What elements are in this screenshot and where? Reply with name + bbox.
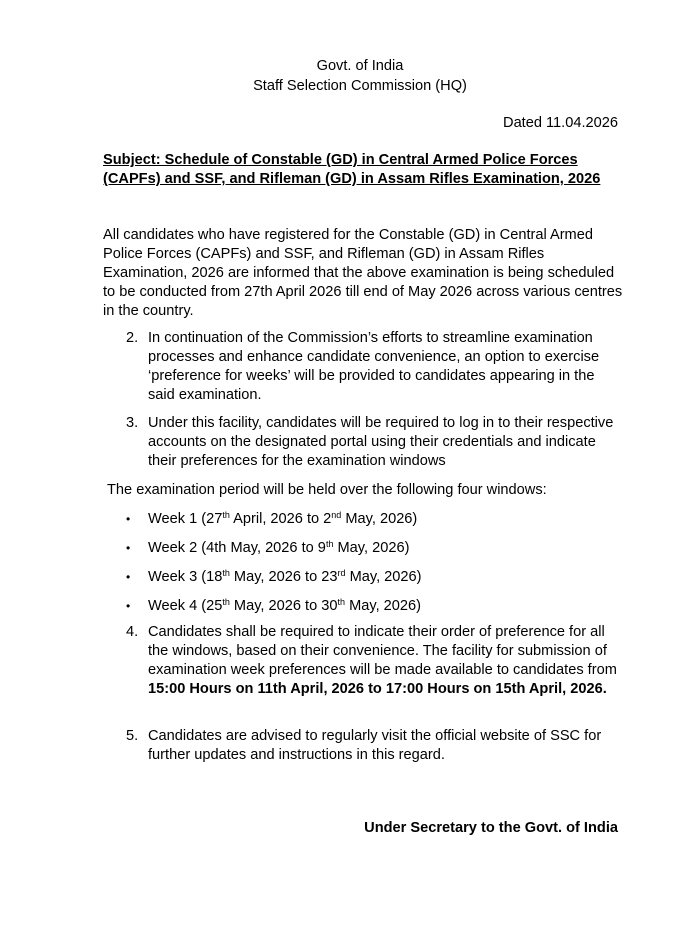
subject-line-2: (CAPFs) and SSF, and Rifleman (GD) in Assam Rifles Examination, 2026 [103,171,601,187]
ordinal-suffix: th [222,597,230,607]
ordinal-suffix: th [325,539,334,549]
item-number: 2. [126,330,139,346]
header-commission-name: Staff Selection Commission (HQ) [253,78,467,94]
week-text: May, 2026 to 30 [229,598,338,614]
item-text-regular: Candidates shall be required to indicate their order of preference for all the windows, based on their convenience. The facility for submission of examination week preferences will be made available to candidates from [148,624,617,678]
week-text: May, 2026) [345,598,422,614]
bullet-icon: • [126,541,131,555]
bullet-icon: • [126,599,131,613]
ordinal-suffix: nd [331,510,342,520]
week-text: Week 1 (27 [148,511,223,527]
bullet-icon: • [126,512,131,526]
subject-heading [103,151,623,189]
numbered-item-3 [126,414,621,471]
ordinal-suffix: th [337,597,346,607]
item-text: In continuation of the Commission’s efforts to streamline examination processes and enhance candidate convenience, an option to exercise ‘preference for weeks’ will be provided to candidates appearing in the said examination. [148,330,600,403]
ordinal-suffix: th [222,510,230,520]
bullet-icon: • [126,570,131,584]
header-govt-of-india: Govt. of India [316,58,404,74]
week-windows-list [124,510,422,626]
intro-paragraph: All candidates who have registered for the Constable (GD) in Central Armed Police Forces (CAPFs) and SSF, and Rifleman (GD) in Assam Rifles Examination, 2026 are informed that the above examination is being scheduled to be conducted from 27th April 2026 till end of May 2026 across various centres in the country. [103,227,623,319]
list-item-week-1 [124,510,422,539]
item-text: Candidates are advised to regularly visit the official website of SSC for further updates and instructions in this regard. [148,728,602,763]
week-text: May, 2026) [333,540,410,556]
week-text: Week 2 (4th May, 2026 to 9 [148,540,326,556]
ordinal-suffix: th [222,568,230,578]
week-text: May, 2026 to 23 [229,569,338,585]
week-text: May, 2026) [345,569,422,585]
week-text: Week 3 (18 [148,569,223,585]
signature-line: Under Secretary to the Govt. of India [364,820,618,836]
windows-intro: The examination period will be held over the following four windows: [107,482,547,498]
item-text: Under this facility, candidates will be required to log in to their respective accounts on the designated portal using their credentials and indicate their preferences for the examination windows [148,415,614,469]
item-text-bold-deadline: 15:00 Hours on 11th April, 2026 to 17:00 Hours on 15th April, 2026. [148,681,607,697]
numbered-item-4 [126,623,621,699]
week-text: Week 4 (25 [148,598,223,614]
week-text: May, 2026) [341,511,418,527]
list-item-week-3 [124,568,422,597]
date-line: Dated 11.04.2026 [503,115,618,131]
numbered-item-2 [126,329,621,405]
item-number: 5. [126,728,139,744]
list-item-week-4 [124,597,422,626]
numbered-item-5 [126,727,621,765]
week-text: April, 2026 to 2 [229,511,332,527]
item-text [148,623,621,699]
item-number: 3. [126,415,139,431]
ordinal-suffix: rd [337,568,346,578]
list-item-week-2 [124,539,422,568]
subject-line-1: Subject: Schedule of Constable (GD) in Central Armed Police Forces [103,152,578,168]
item-number: 4. [126,624,139,640]
